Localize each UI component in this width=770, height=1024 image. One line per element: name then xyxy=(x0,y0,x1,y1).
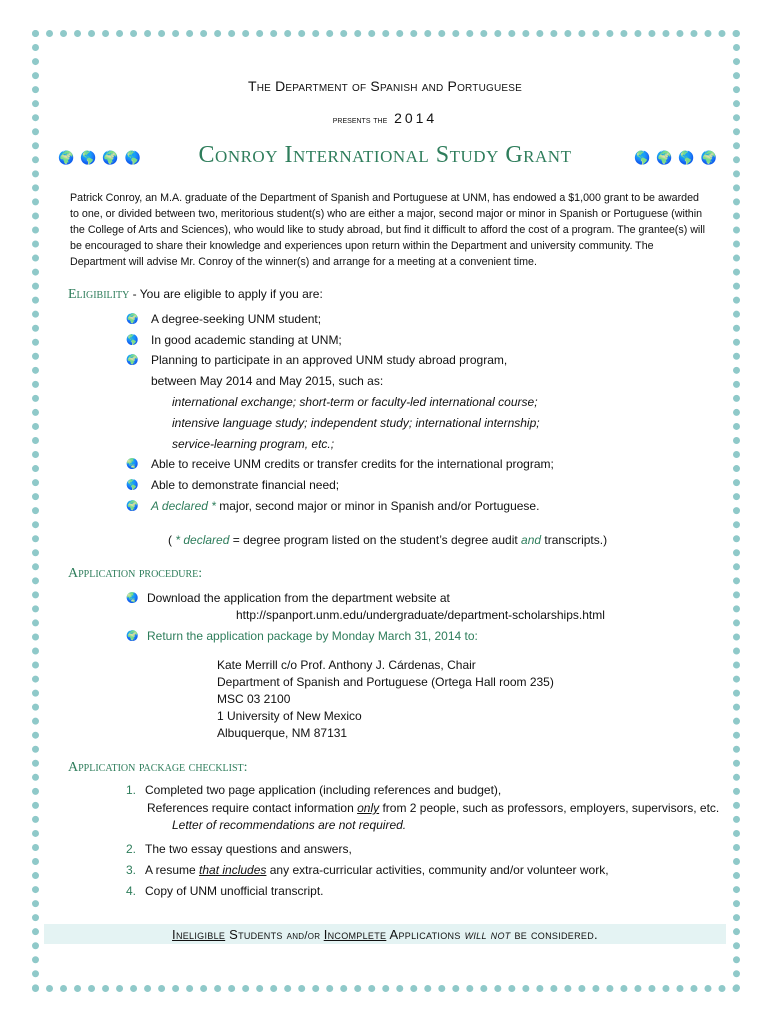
note-mid: = degree program listed on the student’s degree audit xyxy=(229,533,522,547)
address-line: Department of Spanish and Portuguese (Ortega Hall room 235) xyxy=(217,675,554,689)
footer-students: Students xyxy=(225,927,287,942)
declared-text: A declared * xyxy=(151,499,216,513)
footer-considered: be considered. xyxy=(510,927,598,942)
return-deadline: Return the application package by Monday March 31, 2014 to: xyxy=(147,629,478,643)
declared-rest: major, second major or minor in Spanish and/or Portuguese. xyxy=(215,499,540,513)
eligibility-item: A degree-seeking UNM student; xyxy=(151,312,322,326)
address-line: 1 University of New Mexico xyxy=(217,709,362,723)
checklist-item-detail xyxy=(147,801,719,815)
department-heading: The Department of Spanish and Portuguese xyxy=(247,78,523,94)
detail-rest: from 2 people, such as professors, employers, supervisors, etc. xyxy=(379,801,720,815)
globe-bullet-icon: 🌍 xyxy=(126,501,139,512)
eligibility-title: Eligibility xyxy=(68,287,130,302)
item3-rest: any extra-curricular activities, community and/or volunteer work, xyxy=(266,863,609,877)
intro-paragraph: Patrick Conroy, an M.A. graduate of the Department of Spanish and Portuguese at UNM, has endowed a $1,000 grant to be awarded to one, or divided between two, meritorious student(s) who are either a major, second major or minor in Spanish or Portuguese (within the College of Arts and Sciences), who would like to study abroad, but find it difficult to afford the cost of a program. The grantee(s) will be encouraged to share their knowledge and experiences upon return within the Department and university community. The Department will advise Mr. Conroy of the winner(s) and arrange for a meeting at a convenient time. xyxy=(70,192,706,268)
globe-bullet-icon: 🌏 xyxy=(126,459,139,470)
procedure-heading: Application procedure: xyxy=(68,566,203,581)
note-end: transcripts.) xyxy=(541,533,608,547)
checklist-item xyxy=(145,863,609,877)
note-open: ( xyxy=(168,533,176,547)
eligibility-heading xyxy=(68,287,323,303)
address-line: Albuquerque, NM 87131 xyxy=(217,726,348,740)
globe-icon: 🌍🌎🌍🌎 xyxy=(58,150,147,165)
address-line: Kate Merrill c/o Prof. Anthony J. Cárdenas, Chair xyxy=(217,658,476,672)
eligibility-item: between May 2014 and May 2015, such as: xyxy=(151,374,384,388)
grant-title: Conroy International Study Grant xyxy=(198,142,572,168)
footer-incomplete: Incomplete xyxy=(323,927,387,942)
checklist-number: 2. xyxy=(126,842,137,856)
presents-text: presents the xyxy=(332,115,388,126)
checklist-number: 1. xyxy=(126,783,137,797)
note-and: and xyxy=(521,533,542,547)
footer-will-not: will not xyxy=(464,927,511,942)
note-declared: * declared xyxy=(175,533,230,547)
eligibility-item: Able to receive UNM credits or transfer credits for the international program; xyxy=(151,457,554,471)
checklist-item: The two essay questions and answers, xyxy=(145,842,352,856)
program-example: service-learning program, etc.; xyxy=(172,437,335,451)
year: 2014 xyxy=(394,110,438,126)
eligibility-item: In good academic standing at UNM; xyxy=(151,333,342,347)
checklist-number: 4. xyxy=(126,884,137,898)
download-instruction: Download the application from the department website at xyxy=(147,591,450,605)
footer-ineligible: Ineligible xyxy=(172,927,226,942)
footer-applications: Applications xyxy=(386,927,465,942)
globe-bullet-icon: 🌎 xyxy=(126,480,139,491)
globe-bullet-icon: 🌏 xyxy=(126,593,139,604)
globe-bullet-icon: 🌍 xyxy=(126,355,139,366)
program-example: intensive language study; independent study; international internship; xyxy=(172,416,540,430)
program-example: international exchange; short-term or faculty-led international course; xyxy=(172,395,538,409)
application-url[interactable]: http://spanport.unm.edu/undergraduate/department-scholarships.html xyxy=(236,608,605,622)
address-line: MSC 03 2100 xyxy=(217,692,291,706)
footer-andor: and/or xyxy=(286,930,324,942)
globe-bullet-icon: 🌎 xyxy=(126,335,139,346)
detail-text: References require contact information xyxy=(147,801,358,815)
globe-bullet-icon: 🌍 xyxy=(126,314,139,325)
item3-underlined: that includes xyxy=(199,863,267,877)
checklist-item-note: Letter of recommendations are not required. xyxy=(172,818,407,832)
checklist-item: Copy of UNM unofficial transcript. xyxy=(145,884,324,898)
detail-only: only xyxy=(357,801,380,815)
checklist-number: 3. xyxy=(126,863,137,877)
declared-note xyxy=(168,533,607,547)
globe-icon: 🌎🌍🌎🌍 xyxy=(634,150,723,165)
footer-warning xyxy=(44,927,726,942)
presents-line xyxy=(0,110,770,126)
item3-text: A resume xyxy=(145,863,200,877)
checklist-item: Completed two page application (including references and budget), xyxy=(145,783,502,797)
eligibility-item: Able to demonstrate financial need; xyxy=(151,478,340,492)
eligibility-item: Planning to participate in an approved UNM study abroad program, xyxy=(151,353,508,367)
checklist-heading: Application package checklist: xyxy=(68,760,248,775)
eligibility-subtitle: - You are eligible to apply if you are: xyxy=(129,287,323,301)
eligibility-item xyxy=(151,499,539,513)
globe-bullet-icon: 🌍 xyxy=(126,631,139,642)
